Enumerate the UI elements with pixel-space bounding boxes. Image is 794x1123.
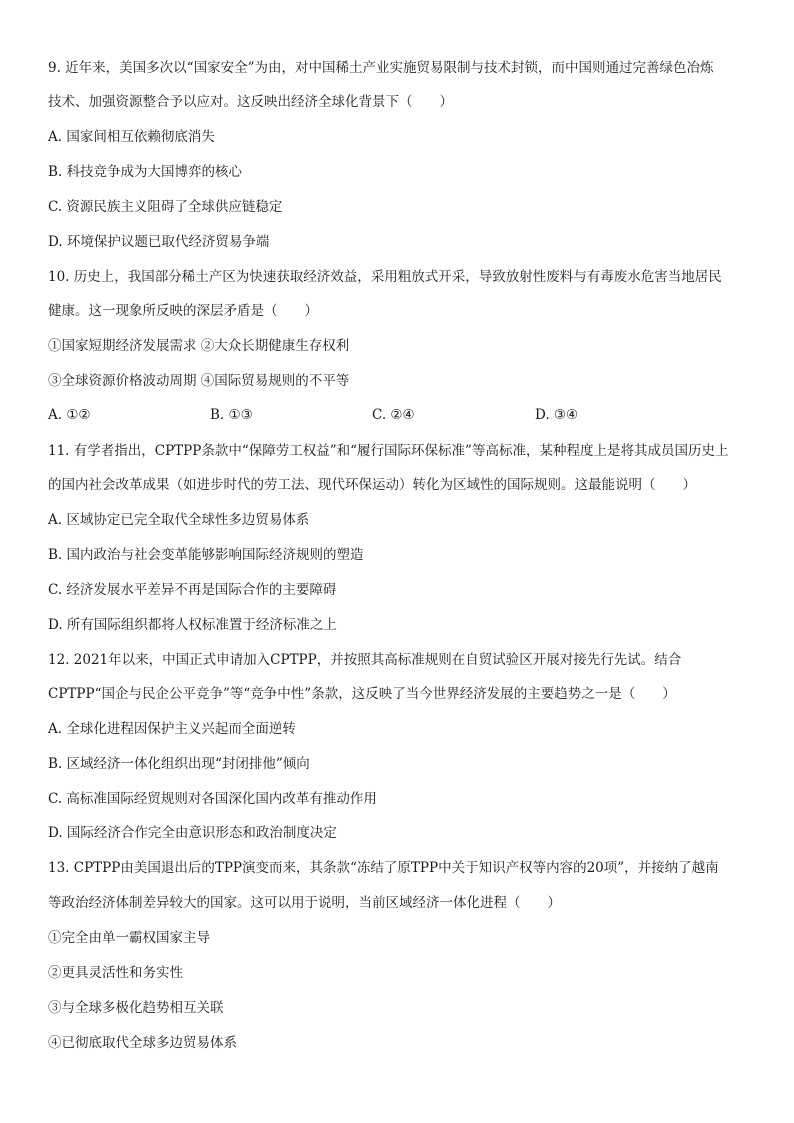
q13-stem-line-2: 等政治经济体制差异较大的国家。这可以用于说明，当前区域经济一体化进程（ ） [48,895,561,911]
q10-stem-line-1: 10. 历史上，我国部分稀土产区为快速获取经济效益，采用粗放式开采，导致放射性废料与有毒废水危害当地居民 [48,269,722,285]
q10-options-row [48,405,748,425]
q10-option-a: A. ①② [48,407,91,423]
q12-option-c: C. 高标准国际经贸规则对各国深化国内改革有推动作用 [48,791,377,807]
q12-option-a: A. 全球化进程因保护主义兴起而全面逆转 [48,721,296,737]
q11-stem-line-2: 的国内社会改革成果（如进步时代的劳工法、现代环保运动）转化为区域性的国际规则。这最能说明（ ） [48,477,696,493]
q9-stem-line-1: 9. 近年来，美国多次以“国家安全”为由，对中国稀土产业实施贸易限制与技术封锁，而中国则通过完善绿色冶炼 [48,60,714,76]
q10-statement-line-2: ③全球资源价格波动周期 ④国际贸易规则的不平等 [48,373,350,389]
q10-stem-line-2: 健康。这一现象所反映的深层矛盾是（ ） [48,303,318,319]
q11-option-c: C. 经济发展水平差异不再是国际合作的主要障碍 [48,582,337,598]
q11-option-a: A. 区域协定已完全取代全球性多边贸易体系 [48,512,310,528]
q12-option-d: D. 国际经济合作完全由意识形态和政治制度决定 [48,825,337,841]
q12-stem-line-2: CPTPP“国企与民企公平竞争”等“竞争中性”条款，这反映了当今世界经济发展的主要趋势之一是（ ） [48,686,676,702]
q13-statement-4: ④已彻底取代全球多边贸易体系 [48,1035,237,1051]
q12-option-b: B. 区域经济一体化组织出现“封闭排他”倾向 [48,756,310,772]
q11-stem-line-1: 11. 有学者指出，CPTPP条款中“保障劳工权益”和“履行国际环保标准”等高标准，某种程度上是将其成员国历史上 [48,443,729,459]
q13-statement-1: ①完全由单一霸权国家主导 [48,930,210,946]
q11-option-d: D. 所有国际组织都将人权标准置于经济标准之上 [48,617,337,633]
q10-option-b: B. ①③ [210,407,253,423]
q13-statement-2: ②更具灵活性和务实性 [48,965,183,981]
q9-option-a: A. 国家间相互依赖彻底消失 [48,129,215,145]
q12-stem-line-1: 12. 2021年以来，中国正式申请加入CPTPP，并按照其高标准规则在自贸试验区开展对接先行先试。结合 [48,652,682,668]
q9-option-c: C. 资源民族主义阻碍了全球供应链稳定 [48,199,283,215]
q9-option-b: B. 科技竞争成为大国博弈的核心 [48,164,243,180]
q9-option-d: D. 环境保护议题已取代经济贸易争端 [48,234,270,250]
q10-option-c: C. ②④ [372,407,415,423]
q10-option-d: D. ③④ [535,407,579,423]
q10-statement-line-1: ①国家短期经济发展需求 ②大众长期健康生存权利 [48,338,350,354]
q11-option-b: B. 国内政治与社会变革能够影响国际经济规则的塑造 [48,547,364,563]
q9-stem-line-2: 技术、加强资源整合予以应对。这反映出经济全球化背景下（ ） [48,94,453,110]
q13-stem-line-1: 13. CPTPP由美国退出后的TPP演变而来，其条款“冻结了原TPP中关于知识产权等内容的20项”，并接纳了越南 [48,860,719,876]
q13-statement-3: ③与全球多极化趋势相互关联 [48,1000,224,1016]
